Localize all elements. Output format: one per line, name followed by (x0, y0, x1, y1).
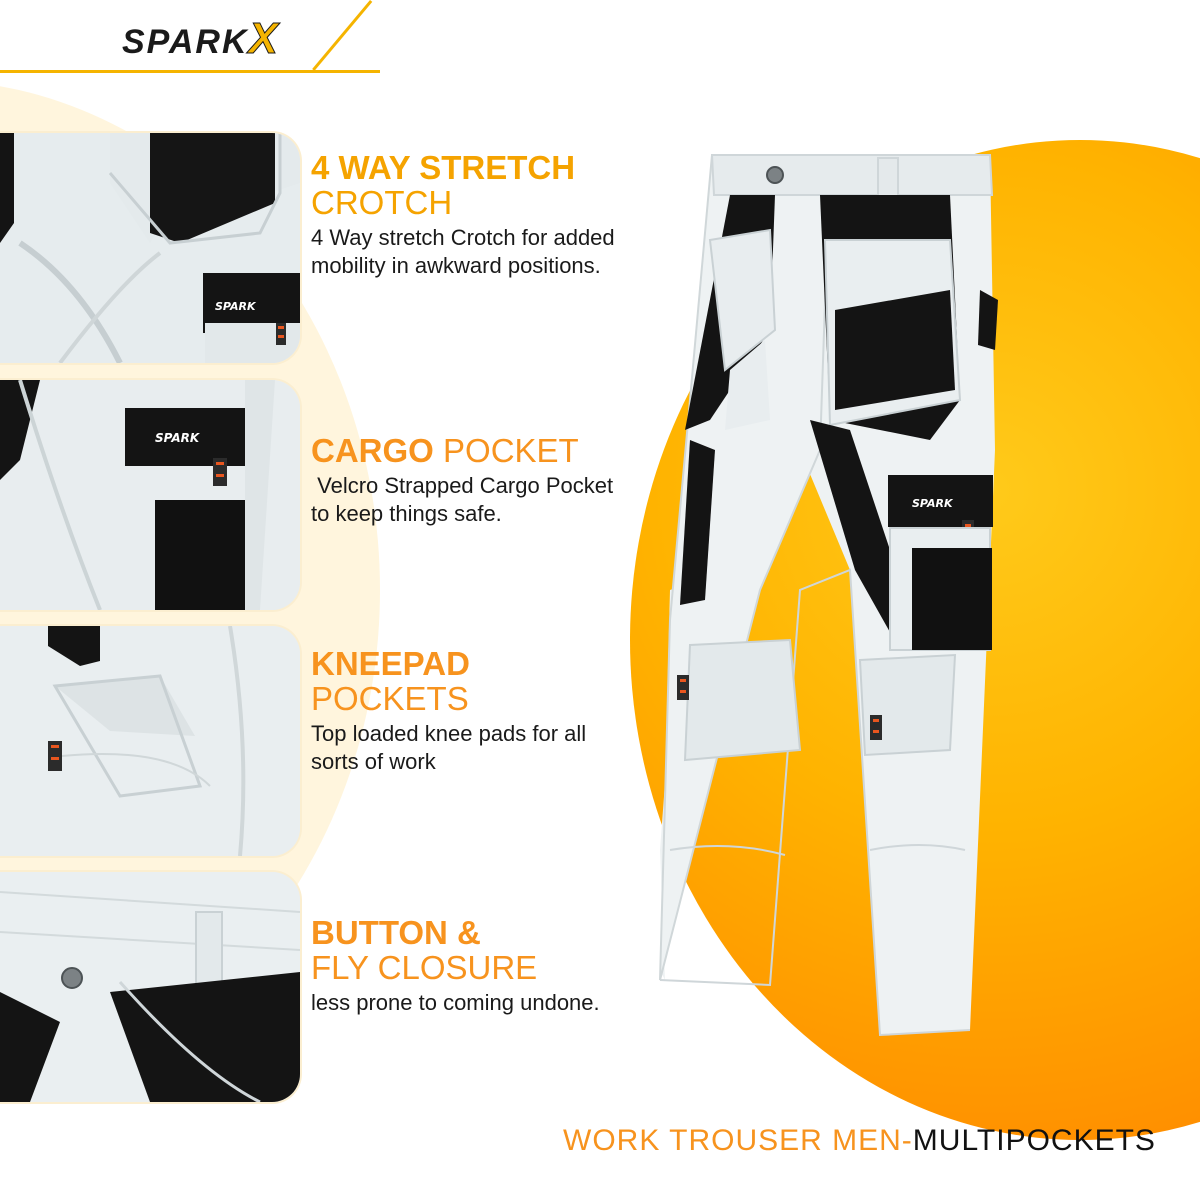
thumbnail-stretch-crotch (0, 133, 300, 363)
feature-button-fly (311, 915, 631, 1017)
feature-title (311, 646, 631, 716)
header (0, 0, 1200, 75)
feature-title (311, 433, 631, 468)
feature-kneepad-pockets (311, 646, 631, 776)
brand-logo (122, 14, 280, 64)
feature-title-light: FLY CLOSURE (311, 949, 538, 986)
trouser-product-image (650, 150, 1010, 1040)
thumb1-pocket-label: SPARK (215, 300, 256, 313)
header-slash (312, 0, 372, 71)
brand-name: SPARK (122, 23, 249, 61)
footer-title-part-a: WORK TROUSER MEN- (563, 1124, 913, 1157)
feature-description: Top loaded knee pads for all sorts of work (311, 721, 587, 774)
feature-cargo-pocket (311, 433, 631, 528)
thumbnail-button-fly (0, 872, 300, 1102)
feature-description: Velcro Strapped Cargo Pocket to keep things safe. (311, 473, 620, 526)
brand-x-mark: X (248, 14, 280, 63)
header-divider (0, 70, 380, 73)
thumbnail-cargo-pocket (0, 380, 300, 610)
feature-stretch-crotch (311, 150, 631, 280)
feature-title (311, 915, 631, 985)
feature-description: less prone to coming undone. (311, 990, 600, 1015)
feature-title (311, 150, 631, 220)
feature-title-bold: BUTTON & (311, 914, 481, 951)
feature-title-light: POCKET (443, 432, 579, 469)
thumbnail-kneepad-pockets (0, 626, 300, 856)
feature-title-light: CROTCH (311, 184, 453, 221)
feature-title-bold: CARGO (311, 432, 434, 469)
footer-title-part-b: MULTIPOCKETS (912, 1124, 1156, 1157)
feature-description: 4 Way stretch Crotch for added mobility in awkward positions. (311, 225, 615, 278)
feature-title-bold: KNEEPAD (311, 645, 470, 682)
thumb2-pocket-label: SPARK (155, 431, 200, 445)
footer-title (563, 1124, 1156, 1158)
feature-title-light: POCKETS (311, 680, 469, 717)
feature-title-bold: 4 WAY STRETCH (311, 149, 576, 186)
product-pocket-label: SPARK (912, 497, 953, 510)
